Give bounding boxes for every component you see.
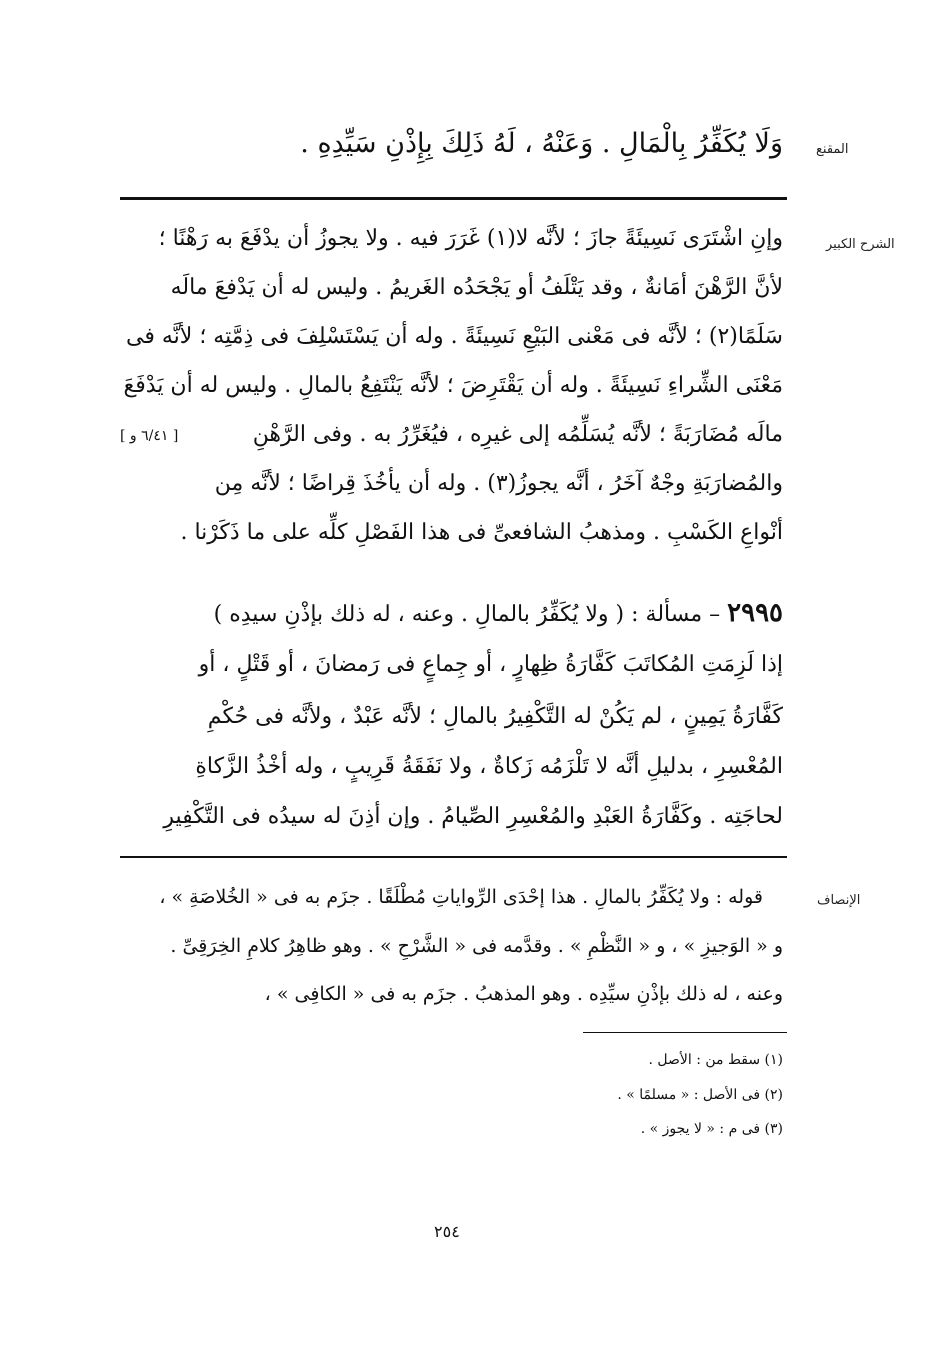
sharh-line-1: وإنِ اشْتَرَى نَسِيئَةً جازَ ؛ لأنَّه لا(١) غَرَرَ فيه . ولا يجوزُ أن يدْفَعَ به رَهْنًا ؛	[158, 226, 783, 251]
sharh-line-2: لأنَّ الرَّهْنَ أمَانةٌ ، وقد يَتْلَفُ أو يَجْحَدُه الغَريمُ . وليس له أن يَدْفعَ مالَه	[170, 275, 783, 300]
page-number: ٢٥٤	[434, 1222, 460, 1241]
muqni-label: المقنع	[816, 142, 849, 157]
masala-line-4: لحاجَتِه . وكَفَّارَةُ العَبْدِ والمُعْسِرِ الصِّيامُ . وإن أذِنَ له سيدُه فى التَّكْفِيرِ	[163, 804, 783, 829]
sharh-line-7: أنْواعِ الكَسْبِ . ومذهبُ الشافعىِّ فى هذا الفَصْلِ كلِّه على ما ذَكَرْنا .	[180, 520, 783, 545]
sharh-line-4: مَعْنَى الشِّراءِ نَسِيئَةً . وله أن يَقْتَرِضَ ؛ لأنَّه يَنْتَفِعُ بالمالِ . وليس له أن يَدْفَعَ	[123, 373, 783, 398]
insaf-line-2: و « الوَجيزِ » ، و « النَّظْمِ » . وقدَّمه فى « الشَّرْحِ » . وهو ظاهِرُ كلامِ الخِرَقِىِّ .	[170, 935, 783, 957]
masala-title: – مسألة : ( ولا يُكَفِّرُ بالمالِ . وعنه ، له ذلك بإذْنِ سيدِه )	[213, 602, 721, 627]
insaf-label: الإنصاف	[817, 893, 861, 908]
margin-reference: [ ٦/٤١ و ]	[120, 428, 179, 444]
muqni-text: وَلَا يُكَفِّرُ بِالْمَالِ . وَعَنْهُ ، لَهُ ذَلِكَ بِإِذْنِ سَيِّدِهِ .	[300, 128, 783, 159]
sharh-label: الشرح الكبير	[826, 237, 895, 252]
masala-heading	[214, 598, 783, 628]
insaf-line-1: قوله : ولا يُكَفِّرُ بالمالِ . هذا إحْدَى الرِّواياتِ مُطْلَقًا . جزَم به فى « الخُلاصَةِ » ،	[159, 886, 763, 908]
sharh-line-6: والمُضارَبَةِ وجْهٌ آخَرُ ، أنَّه يجوزُ(٣) . وله أن يأخُذَ قِراضًا ؛ لأنَّه مِن	[214, 471, 783, 496]
footnote-2: (٢) فى الأصل : « مسلمًا » .	[617, 1087, 783, 1103]
masala-line-3: المُعْسِرِ ، بدليلِ أنَّه لا تَلْزَمُه زَكاةٌ ، ولا نَفَقَةُ قَرِيبٍ ، وله أخْذُ الزَّكاةِ	[195, 754, 783, 779]
sharh-line-3: سَلَمًا(٢) ؛ لأنَّه فى مَعْنى البَيْعِ نَسِيئَةً . وله أن يَسْتَسْلِفَ فى ذِمَّتِه ؛ لأنَّه فى	[126, 324, 783, 349]
masala-number: ٢٩٩٥	[727, 598, 783, 628]
masala-line-1: إذا لَزِمَتِ المُكاتَبَ كَفَّارَةُ ظِهارٍ ، أو جِماعٍ فى رَمضانَ ، أو قَتْلٍ ، أو	[198, 652, 783, 677]
footnote-1: (١) سقط من : الأصل .	[648, 1052, 783, 1068]
section-divider-top	[120, 197, 787, 200]
insaf-line-3: وعنه ، له ذلك بإذْنِ سيِّدِه . وهو المذهبُ . جزَم به فى « الكافِى » ،	[264, 983, 783, 1005]
footnote-divider	[583, 1032, 787, 1033]
footnote-3: (٣) فى م : « لا يجوز » .	[640, 1121, 783, 1137]
sharh-line-5: مالَه مُضَارَبَةً ؛ لأنَّه يُسَلِّمُه إلى غيرِه ، فيُغَرِّرُ به . وفى الرَّهْنِ	[252, 422, 783, 447]
section-divider-bottom	[120, 856, 787, 858]
masala-line-2: كَفَّارَةُ يَمِينٍ ، لم يَكُنْ له التَّكْفِيرُ بالمالِ ؛ لأنَّه عَبْدٌ ، ولأنَّه فى حُكْمِ	[207, 704, 783, 729]
